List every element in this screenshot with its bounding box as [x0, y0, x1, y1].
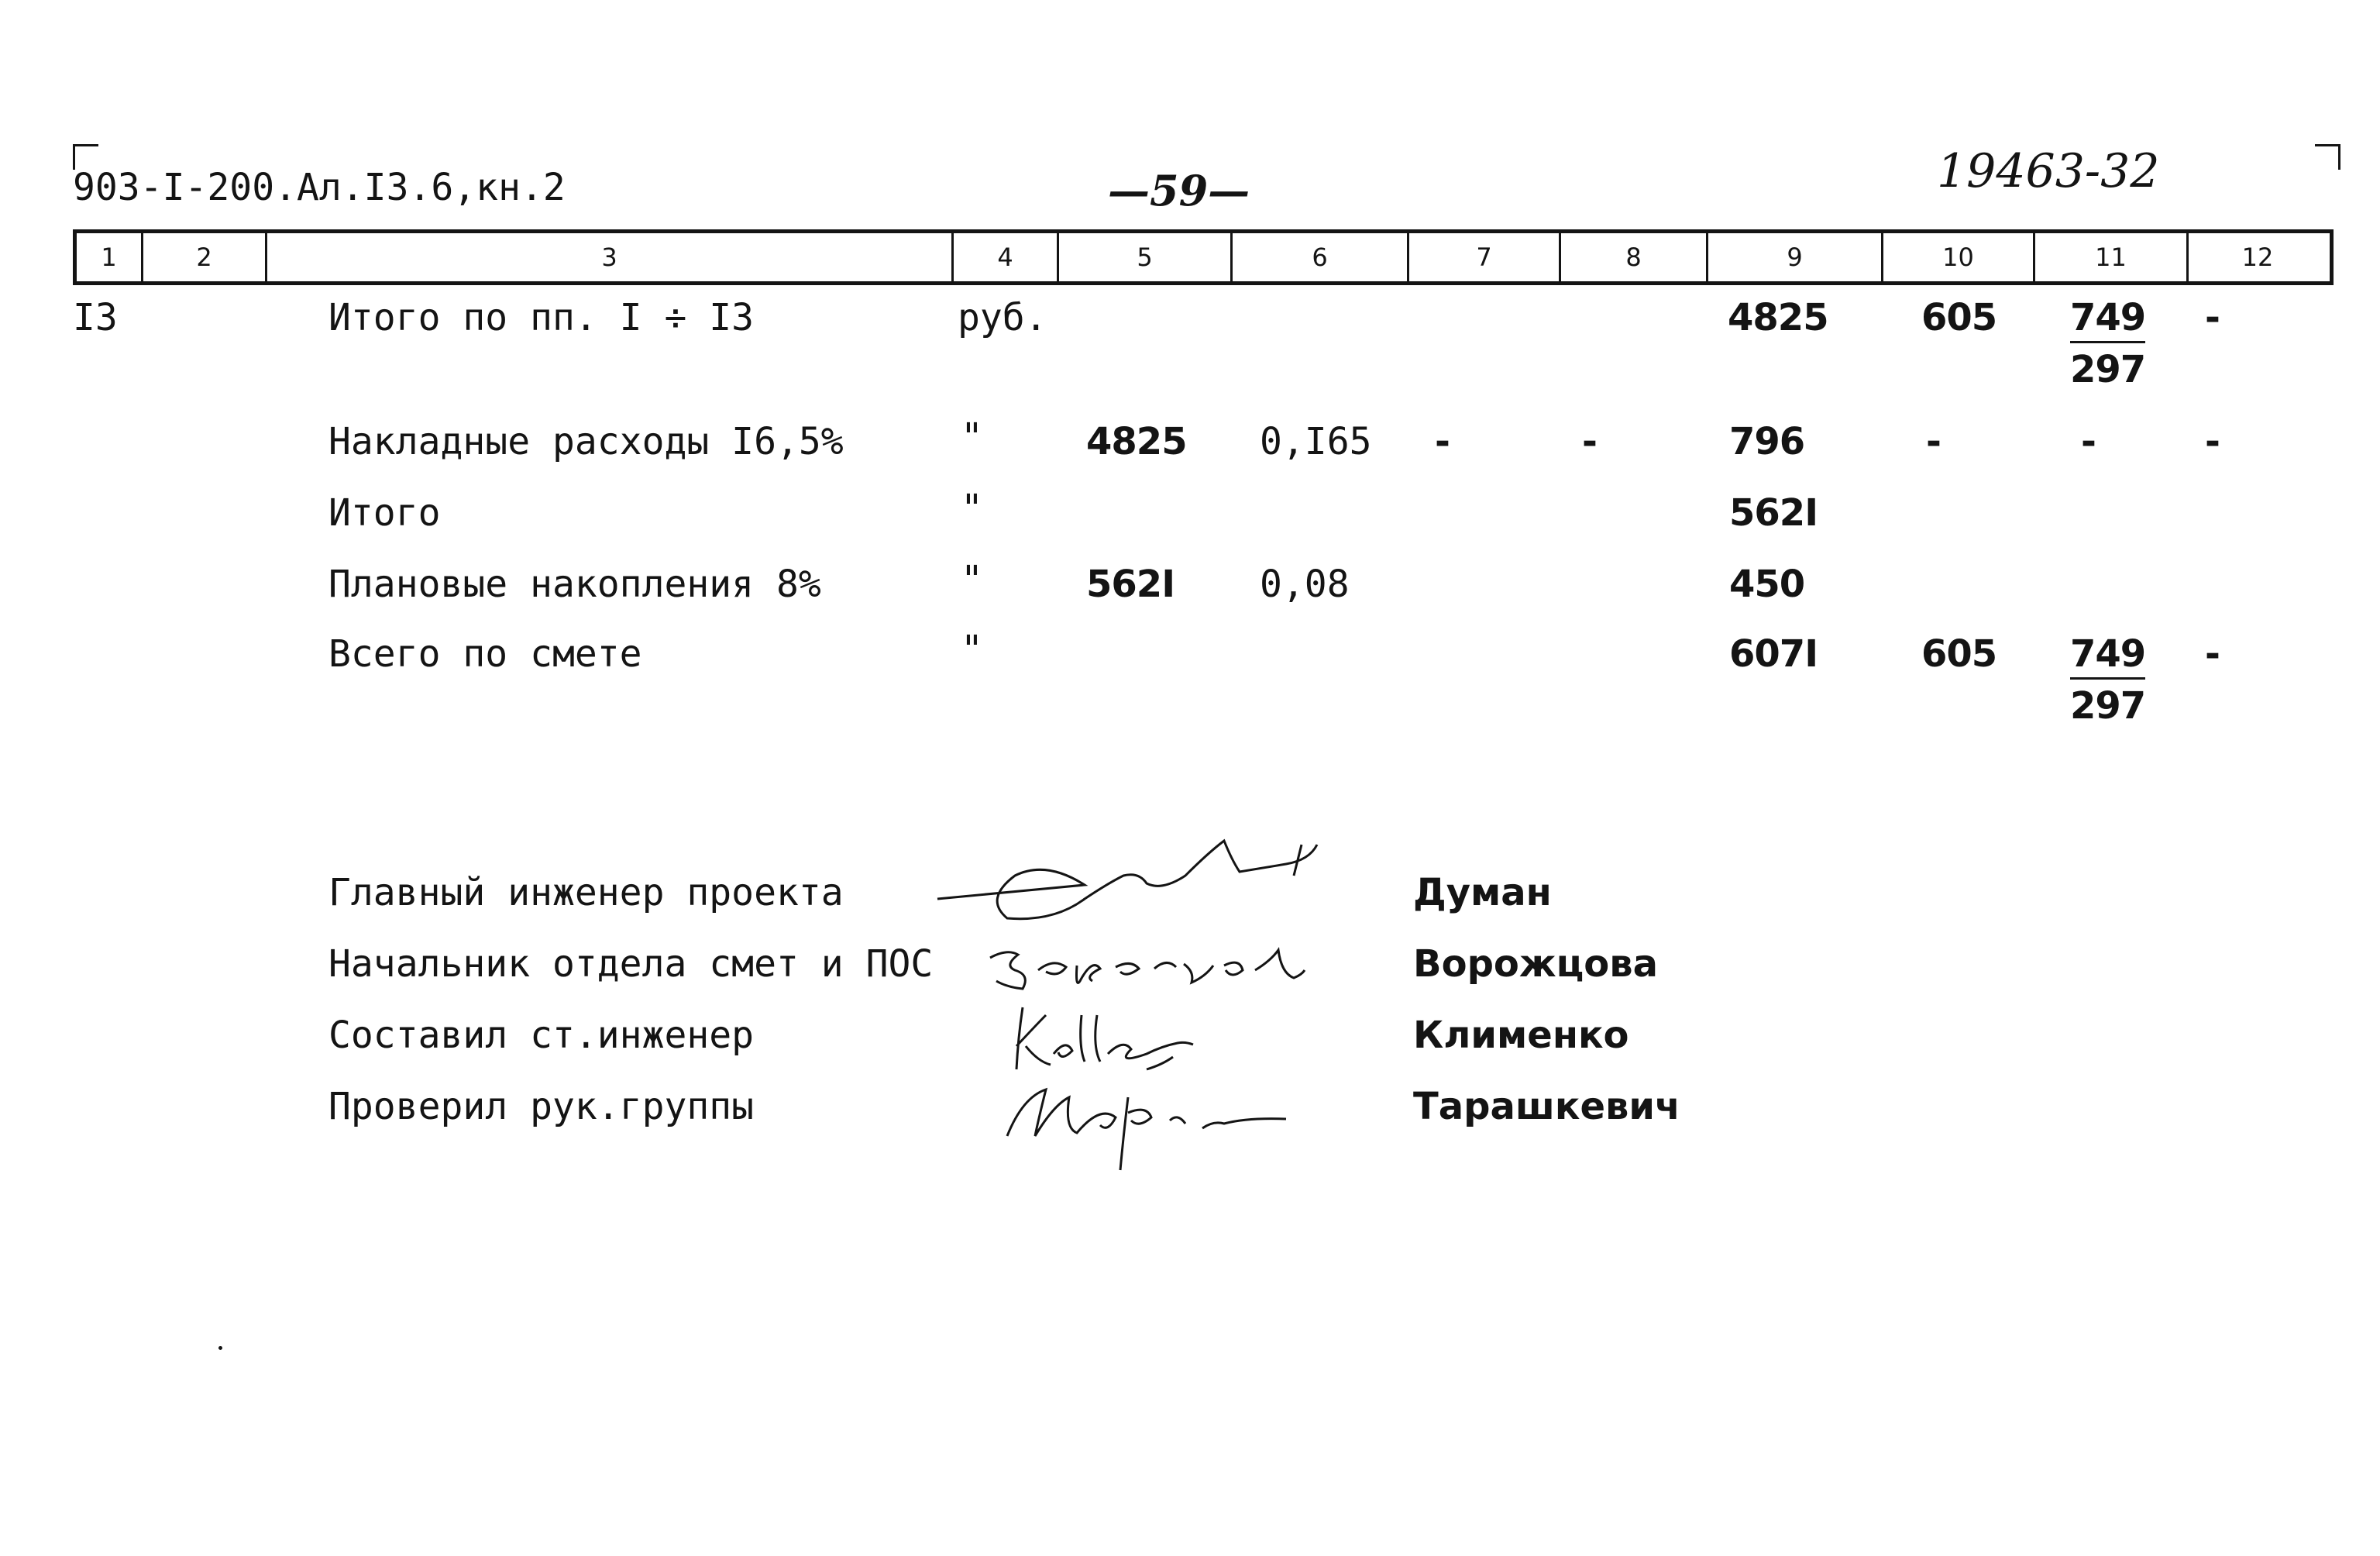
row-col10: 605: [1921, 296, 1997, 339]
row-unit: ": [961, 558, 983, 601]
row-col5: 4825: [1086, 420, 1187, 463]
fraction-numerator: 749: [2070, 296, 2145, 343]
row-col12: -: [2205, 296, 2220, 339]
handwritten-signature: [999, 1074, 1294, 1175]
row-name: Плановые накопления 8%: [328, 563, 821, 606]
row-col9: 562I: [1729, 491, 1818, 535]
row-col6: 0,08: [1260, 563, 1350, 606]
column-header-6: 6: [1233, 233, 1409, 281]
row-col11: -: [2081, 420, 2096, 463]
row-col9: 796: [1729, 420, 1805, 463]
row-col11-fraction: [2070, 632, 2145, 728]
handwritten-signature: [984, 927, 1309, 997]
signature-role: Начальник отдела смет и ПОС: [328, 942, 934, 986]
column-header-11: 11: [2035, 233, 2189, 281]
document-code: 903-I-200.Ал.I3.6,кн.2: [73, 166, 566, 209]
row-col10: -: [1926, 420, 1941, 463]
row-col8: -: [1582, 420, 1597, 463]
signature-role: Проверил рук.группы: [328, 1085, 755, 1128]
row-unit: ": [961, 628, 983, 671]
row-name: Накладные расходы I6,5%: [328, 420, 844, 463]
row-name: Итого по пп. I ÷ I3: [328, 296, 755, 339]
signature-role: Главный инженер проекта: [328, 871, 844, 914]
fraction-numerator: 749: [2070, 632, 2145, 680]
row-col7: -: [1435, 420, 1450, 463]
row-col5: 562I: [1086, 563, 1175, 606]
column-header-4: 4: [954, 233, 1059, 281]
signature-name: Клименко: [1413, 1014, 1629, 1057]
column-number-header: [73, 229, 2334, 285]
column-header-8: 8: [1561, 233, 1708, 281]
column-header-9: 9: [1708, 233, 1883, 281]
handwritten-signature: [930, 829, 1333, 930]
column-header-2: 2: [143, 233, 267, 281]
row-unit: ": [961, 415, 983, 459]
row-unit: руб.: [958, 296, 1047, 339]
row-col11-fraction: [2070, 296, 2145, 391]
registration-number: 19463-32: [1937, 144, 2160, 198]
column-header-7: 7: [1409, 233, 1561, 281]
stray-dot: [218, 1346, 222, 1350]
page-number: —59—: [1108, 166, 1250, 215]
signature-name: Думан: [1413, 871, 1552, 914]
column-header-1: 1: [77, 233, 143, 281]
handwritten-signature: [1007, 1000, 1209, 1077]
row-name: Итого: [328, 491, 441, 535]
row-col10: 605: [1921, 632, 1997, 676]
row-unit: ": [961, 487, 983, 530]
row-name: Всего по смете: [328, 632, 642, 676]
signature-name: Ворожцова: [1413, 942, 1658, 986]
fraction-denominator: 297: [2070, 348, 2146, 391]
row-col12: -: [2205, 632, 2220, 676]
row-col12: -: [2205, 420, 2220, 463]
column-header-10: 10: [1883, 233, 2035, 281]
signature-role: Составил ст.инженер: [328, 1014, 755, 1057]
corner-mark-top-right: [2315, 144, 2340, 170]
column-header-12: 12: [2241, 243, 2274, 272]
column-header-5: 5: [1059, 233, 1233, 281]
row-number: I3: [73, 296, 118, 339]
signature-name: Тарашкевич: [1413, 1085, 1680, 1128]
row-col9: 450: [1729, 563, 1805, 606]
column-header-3: 3: [267, 233, 954, 281]
row-col9: 607I: [1729, 632, 1818, 676]
row-col9: 4825: [1728, 296, 1828, 339]
fraction-denominator: 297: [2070, 684, 2146, 728]
row-col6: 0,I65: [1260, 420, 1372, 463]
